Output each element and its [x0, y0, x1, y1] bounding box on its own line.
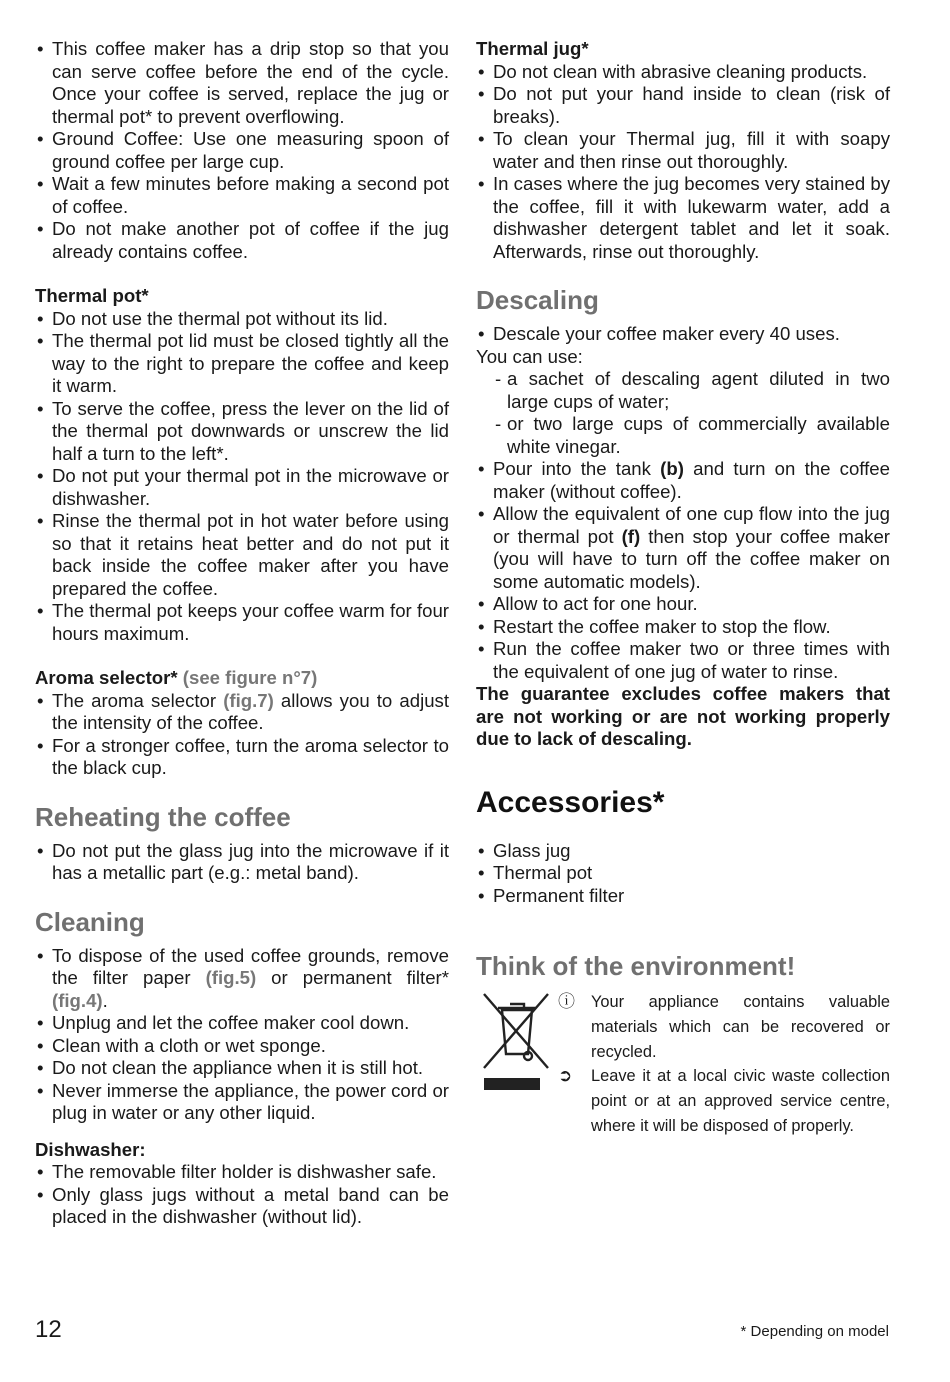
bullet-item: • Allow to act for one hour. — [476, 593, 890, 616]
right-column — [476, 38, 890, 1165]
environment-text: Your appliance contains valuable materials which can be recovered or recycled. — [591, 993, 890, 1061]
subheading: Thermal pot* — [35, 285, 149, 306]
bullet-item: • The thermal pot keeps your coffee warm for four hours maximum. — [35, 600, 449, 645]
bullet-item: • Only glass jugs without a metal band can be placed in the dishwasher (without lid). — [35, 1184, 449, 1229]
paragraph: You can use: — [476, 345, 583, 367]
environment-notice — [476, 990, 890, 1165]
text-segment: Aroma selector* — [35, 667, 183, 688]
dash-item: - a sachet of descaling agent diluted in two large cups of water; — [476, 368, 890, 413]
bullet-item — [476, 503, 890, 593]
text-segment: then stop your coffee maker (you will have to turn off the coffee maker on some automatic models). — [493, 525, 890, 592]
bullet-item: • To clean your Thermal jug, fill it with soapy water and then rinse out thoroughly. — [476, 128, 890, 173]
footnote: * Depending on model — [740, 1323, 889, 1340]
text-segment: To dispose of the used coffee grounds, remove the filter paper — [52, 944, 449, 988]
text-segment: (f) — [621, 525, 641, 547]
bullet-item — [35, 945, 449, 1013]
bullet-item: • The removable filter holder is dishwasher safe. — [35, 1161, 449, 1184]
bullet-item: • To serve the coffee, press the lever on the lid of the thermal pot downwards or unscrew the lid half a turn to the left*. — [35, 398, 449, 466]
subheading: Dishwasher: — [35, 1138, 146, 1160]
bullet-item: • Do not make another pot of coffee if the jug already contains coffee. — [35, 218, 449, 263]
figure-reference: (see figure n°7) — [182, 667, 318, 688]
bullet-item: • Do not clean with abrasive cleaning products. — [476, 61, 890, 84]
bullet-item: • The thermal pot lid must be closed tightly all the way to the right to prepare the coffee and keep it warm. — [35, 330, 449, 398]
text-segment: allows you to adjust the intensity of the coffee. — [52, 689, 449, 733]
figure-reference: (fig.4) — [52, 989, 103, 1011]
bullet-item: • Rinse the thermal pot in hot water before using so that it retains heat better and do not put it back inside the coffee maker after you have prepared the coffee. — [35, 510, 449, 600]
paragraph: The guarantee excludes coffee makers that are not working or are not working properly due to lack of descaling. — [476, 683, 890, 749]
info-icon: ⓘ — [558, 992, 575, 1011]
bullet-item: • Restart the coffee maker to stop the flow. — [476, 616, 890, 639]
figure-reference: (fig.7) — [223, 689, 274, 711]
bullet-item: • Run the coffee maker two or three times with the equivalent of one jug of water to rinse. — [476, 638, 890, 683]
bullet-item: • Never immerse the appliance, the power cord or plug in water or any other liquid. — [35, 1080, 449, 1125]
dash-item: - or two large cups of commercially available white vinegar. — [476, 413, 890, 458]
section-heading: Descaling — [476, 285, 599, 315]
text-segment: Allow the equivalent of one cup flow into the jug or thermal pot — [493, 503, 890, 547]
environment-item — [558, 990, 890, 1064]
bullet-item: • This coffee maker has a drip stop so that you can serve coffee before the end of the cycle. Once your coffee is served, replace the jug or thermal pot* to prevent overflowing. — [35, 38, 449, 128]
section-heading: Think of the environment! — [476, 951, 796, 981]
subheading — [35, 667, 449, 690]
bullet-item: • Do not put the glass jug into the microwave if it has a metallic part (e.g.: metal band). — [35, 840, 449, 885]
bullet-item: • Ground Coffee: Use one measuring spoon of ground coffee per large cup. — [35, 128, 449, 173]
text-segment: . — [102, 989, 108, 1011]
section-heading: Cleaning — [35, 906, 145, 937]
left-column — [35, 38, 449, 1229]
text-segment: The aroma selector — [52, 689, 224, 711]
bullet-item: • Clean with a cloth or wet sponge. — [35, 1035, 449, 1058]
subheading: Thermal jug* — [476, 38, 589, 59]
bullet-item: • Wait a few minutes before making a second pot of coffee. — [35, 173, 449, 218]
section-title: Accessories* — [476, 785, 665, 819]
text-segment: and turn on the coffee maker (without coffee). — [493, 458, 890, 502]
text-segment: Pour into the tank — [493, 458, 661, 479]
bullet-item: • In cases where the jug becomes very stained by the coffee, fill it with lukewarm water, add a dishwasher detergent tablet and let it soak. Afterwards, rinse out thoroughly. — [476, 173, 890, 263]
page-number: 12 — [35, 1316, 62, 1343]
environment-item — [558, 1064, 890, 1138]
figure-reference: (fig.5) — [205, 967, 257, 988]
arrow-icon: ➲ — [558, 1066, 573, 1086]
bullet-item — [476, 458, 890, 503]
text-segment: or permanent filter* — [256, 967, 449, 988]
bullet-item: • Do not put your hand inside to clean (risk of breaks). — [476, 83, 890, 128]
section-heading: Reheating the coffee — [35, 801, 291, 832]
bullet-item: • Thermal pot — [476, 862, 890, 885]
bullet-item: • Unplug and let the coffee maker cool down. — [35, 1012, 449, 1035]
bullet-item: • Permanent filter — [476, 885, 890, 908]
bullet-item — [35, 690, 449, 735]
bullet-item: • Descale your coffee maker every 40 uses. — [476, 323, 890, 346]
environment-text: Leave it at a local civic waste collection point or at an approved service centre, where it will be disposed of properly. — [591, 1067, 890, 1135]
bullet-item: • Do not use the thermal pot without its lid. — [35, 308, 449, 331]
bullet-item: • Do not clean the appliance when it is still hot. — [35, 1057, 449, 1080]
text-segment: (b) — [660, 458, 684, 479]
bullet-item: • Do not put your thermal pot in the microwave or dishwasher. — [35, 465, 449, 510]
bullet-item: • For a stronger coffee, turn the aroma selector to the black cup. — [35, 735, 449, 780]
bullet-item: • Glass jug — [476, 840, 890, 863]
crossed-out-wheelie-bin-icon — [482, 992, 550, 1100]
